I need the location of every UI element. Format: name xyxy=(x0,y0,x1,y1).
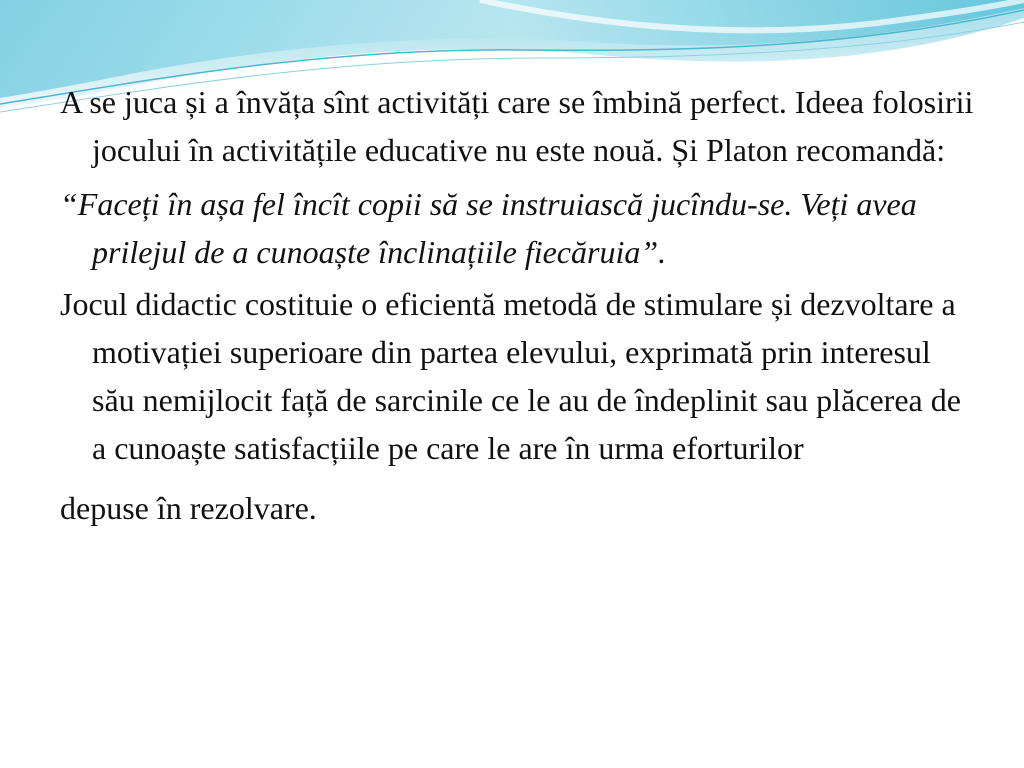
paragraph-didactic-game xyxy=(60,280,980,532)
paragraph-didactic-game-tail: depuse în rezolvare. xyxy=(60,490,317,526)
paragraph-platon-quote: “Faceți în așa fel încît copii să se instruiască jucîndu-se. Veți avea prilejul de a cunoaște înclinațiile fiecăruia”. xyxy=(60,186,917,270)
paragraph-didactic-game-main: Jocul didactic costituie o eficientă metodă de stimulare și dezvoltare a motivației superioare din partea elevului, exprimată prin interesul său nemijlocit față de sarcinile ce le au de îndeplinit sau plăcerea de a cunoaște satisfacțiile pe care le are în urma eforturilor xyxy=(60,286,961,466)
slide-body xyxy=(60,78,980,532)
paragraph-intro: A se juca și a învăța sînt activități care se îmbină perfect. Ideea folosirii jocului în activitățile educative nu este nouă. Și Platon recomandă: xyxy=(60,84,974,168)
